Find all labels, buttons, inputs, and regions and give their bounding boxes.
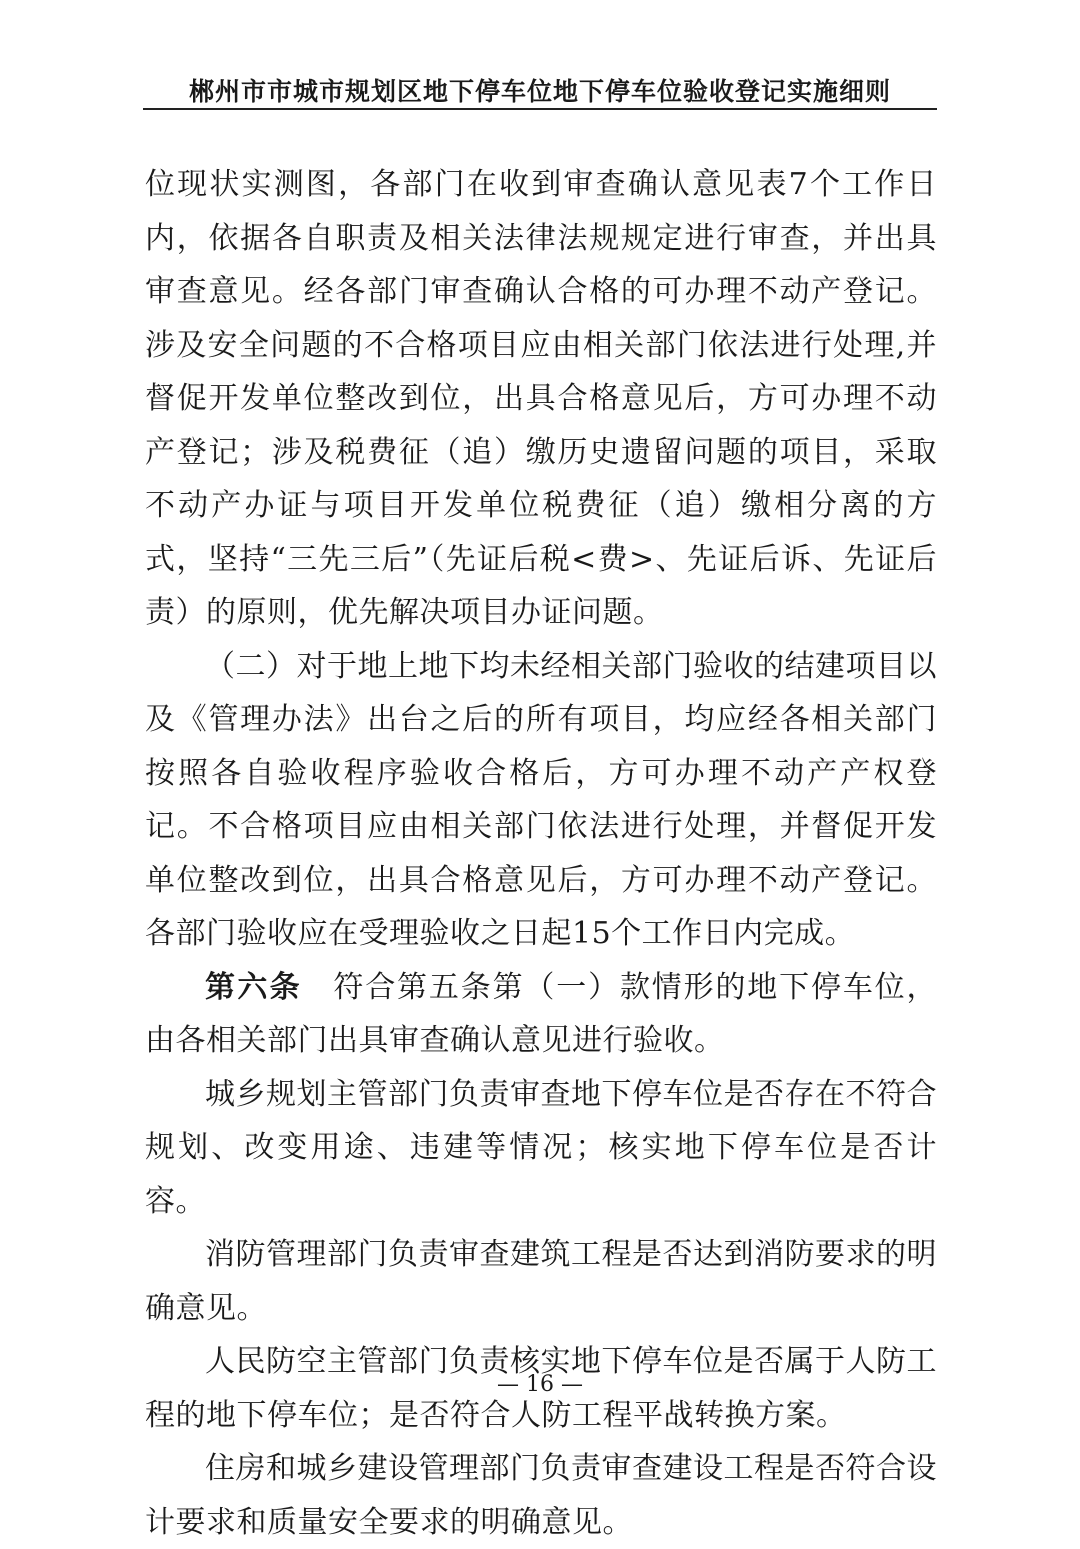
item-planning-dept: 城乡规划主管部门负责审查地下停车位是否存在不符合规划、改变用途、违建等情况；核实地下停车位是否计容。 <box>145 1076 937 1219</box>
article-6-label: 第六条 <box>205 969 303 1005</box>
running-header-title: 郴州市市城市规划区地下停车位地下停车位验收登记实施细则 <box>188 77 891 106</box>
body-text <box>145 158 937 1549</box>
paragraph-continuation: 位现状实测图，各部门在收到审查确认意见表7个工作日内，依据各自职责及相关法律法规规定进行审查，并出具审查意见。经各部门审查确认合格的可办理不动产登记。涉及安全问题的不合格项目应由相关部门依法进行处理,并督促开发单位整改到位，出具合格意见后，方可办理不动产登记；涉及税费征（追）缴历史遗留问题的项目，采取不动产办证与项目开发单位税费征（追）缴相分离的方式，坚持“三先三后”（先证后税<费>、先证后诉、先证后责）的原则，优先解决项目办证问题。 <box>145 167 937 630</box>
article-6-text: 符合第五条第（一）款情形的地下停车位，由各相关部门出具审查确认意见进行验收。 <box>145 969 938 1058</box>
page-number: — 16 — <box>497 1372 583 1397</box>
item-civil-defense-dept: 人民防空主管部门负责核实地下停车位是否属于人防工程的地下停车位；是否符合人防工程平战转换方案。 <box>145 1344 937 1433</box>
item-fire-dept: 消防管理部门负责审查建筑工程是否达到消防要求的明确意见。 <box>145 1237 937 1326</box>
header-rule <box>143 108 937 110</box>
item-housing-dept: 住房和城乡建设管理部门负责审查建设工程是否符合设计要求和质量安全要求的明确意见。 <box>145 1451 937 1540</box>
article-6 <box>145 961 937 1068</box>
paragraph-clause-2: （二）对于地上地下均未经相关部门验收的结建项目以及《管理办法》出台之后的所有项目，均应经各相关部门按照各自验收程序验收合格后，方可办理不动产产权登记。不合格项目应由相关部门依法进行处理，并督促开发单位整改到位，出具合格意见后，方可办理不动产登记。各部门验收应在受理验收之日起15个工作日内完成。 <box>145 648 937 951</box>
